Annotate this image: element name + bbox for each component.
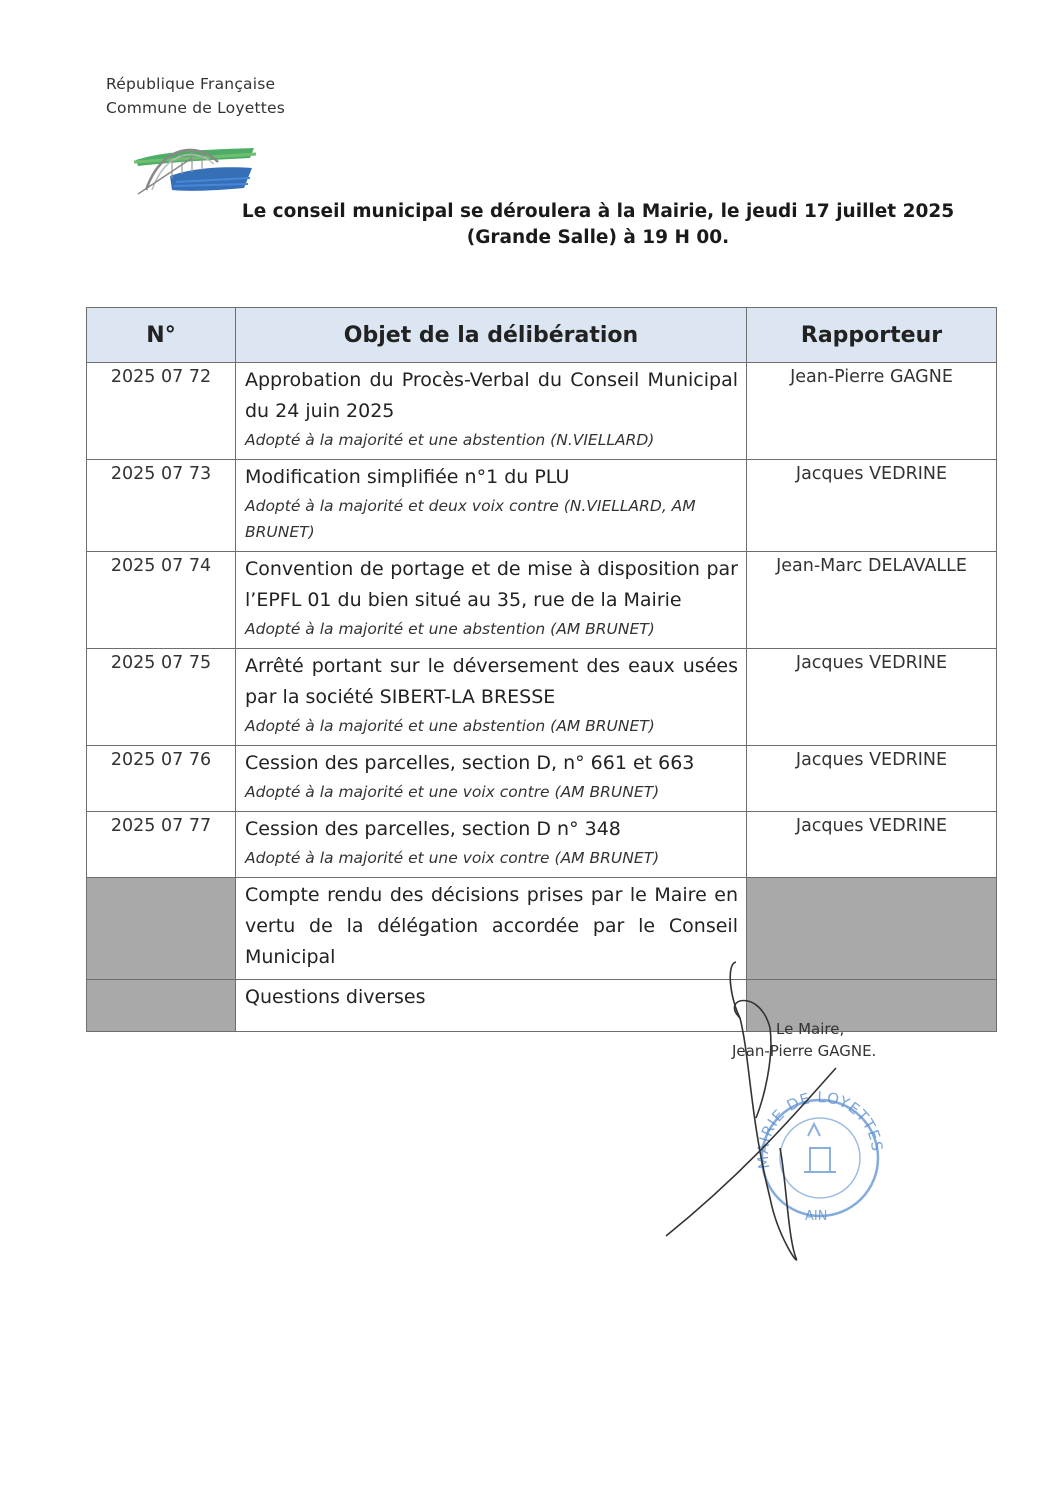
reporter-name: Jean-Pierre GAGNE [747,363,997,460]
empty-number-cell [87,878,236,980]
table-row [87,460,997,552]
stamp-initials: AIN [805,1209,828,1224]
vote-result: Adopté à la majorité et une abstention (N.VIELLARD) [245,431,655,449]
object-text: Approbation du Procès-Verbal du Conseil Municipal du 24 juin 2025 [245,369,738,422]
deliberation-object [236,460,747,552]
object-text: Cession des parcelles, section D, n° 661 et 663 [245,752,695,774]
republic-line: République Française [106,75,276,93]
deliberation-object [236,363,747,460]
vote-result: Adopté à la majorité et une voix contre (AM BRUNET) [245,849,660,867]
commune-line: Commune de Loyettes [106,99,286,117]
vote-result: Adopté à la majorité et deux voix contre (N.VIELLARD, AM BRUNET) [245,497,696,541]
object-text: Cession des parcelles, section D n° 348 [245,818,621,840]
deliberation-number: 2025 07 74 [87,552,236,649]
agenda-table [86,307,997,1032]
meeting-announcement [200,199,996,251]
object-text: Arrêté portant sur le déversement des eaux usées par la société SIBERT-LA BRESSE [245,655,738,708]
commune-header [106,72,285,120]
deliberation-object [236,649,747,746]
mayor-name: Jean-Pierre GAGNE. [732,1042,877,1060]
deliberation-number: 2025 07 75 [87,649,236,746]
deliberation-object: Questions diverses [236,980,747,1032]
header-number: N° [87,308,236,363]
reporter-name: Jacques VEDRINE [747,460,997,552]
bridge-logo [132,138,258,198]
deliberation-number: 2025 07 73 [87,460,236,552]
svg-text:MAIRIE DE LOYETTES [754,1088,886,1170]
object-text: Modification simplifiée n°1 du PLU [245,466,570,488]
deliberation-number: 2025 07 72 [87,363,236,460]
deliberation-object [236,746,747,812]
vote-result: Adopté à la majorité et une abstention (AM BRUNET) [245,717,655,735]
deliberation-object: Compte rendu des décisions prises par le Maire en vertu de la délégation accordée par le Conseil Municipal [236,878,747,980]
table-row [87,812,997,878]
header-object: Objet de la délibération [236,308,747,363]
table-row [87,649,997,746]
reporter-name: Jean-Marc DELAVALLE [747,552,997,649]
table-header-row [87,308,997,363]
reporter-name: Jacques VEDRINE [747,649,997,746]
reporter-name: Jacques VEDRINE [747,812,997,878]
vote-result: Adopté à la majorité et une abstention (AM BRUNET) [245,620,655,638]
stamp-text: MAIRIE DE LOYETTES [753,1088,887,1171]
header-reporter: Rapporteur [747,308,997,363]
deliberation-number: 2025 07 77 [87,812,236,878]
mayor-title: Le Maire, [776,1020,845,1038]
table-row [87,552,997,649]
signature-and-stamp [660,958,890,1278]
table-row [87,746,997,812]
table-row [87,363,997,460]
official-stamp [754,1088,886,1224]
object-text: Convention de portage et de mise à disposition par l’EPFL 01 du bien situé au 35, rue de la Mairie [245,558,738,611]
deliberation-number: 2025 07 76 [87,746,236,812]
vote-result: Adopté à la majorité et une voix contre (AM BRUNET) [245,783,660,801]
deliberation-object [236,552,747,649]
empty-number-cell [87,980,236,1032]
announcement-line-1: Le conseil municipal se déroulera à la Mairie, le jeudi 17 juillet 2025 [241,201,955,222]
announcement-line-2: (Grande Salle) à 19 H 00. [466,227,730,248]
reporter-name: Jacques VEDRINE [747,746,997,812]
deliberation-object [236,812,747,878]
